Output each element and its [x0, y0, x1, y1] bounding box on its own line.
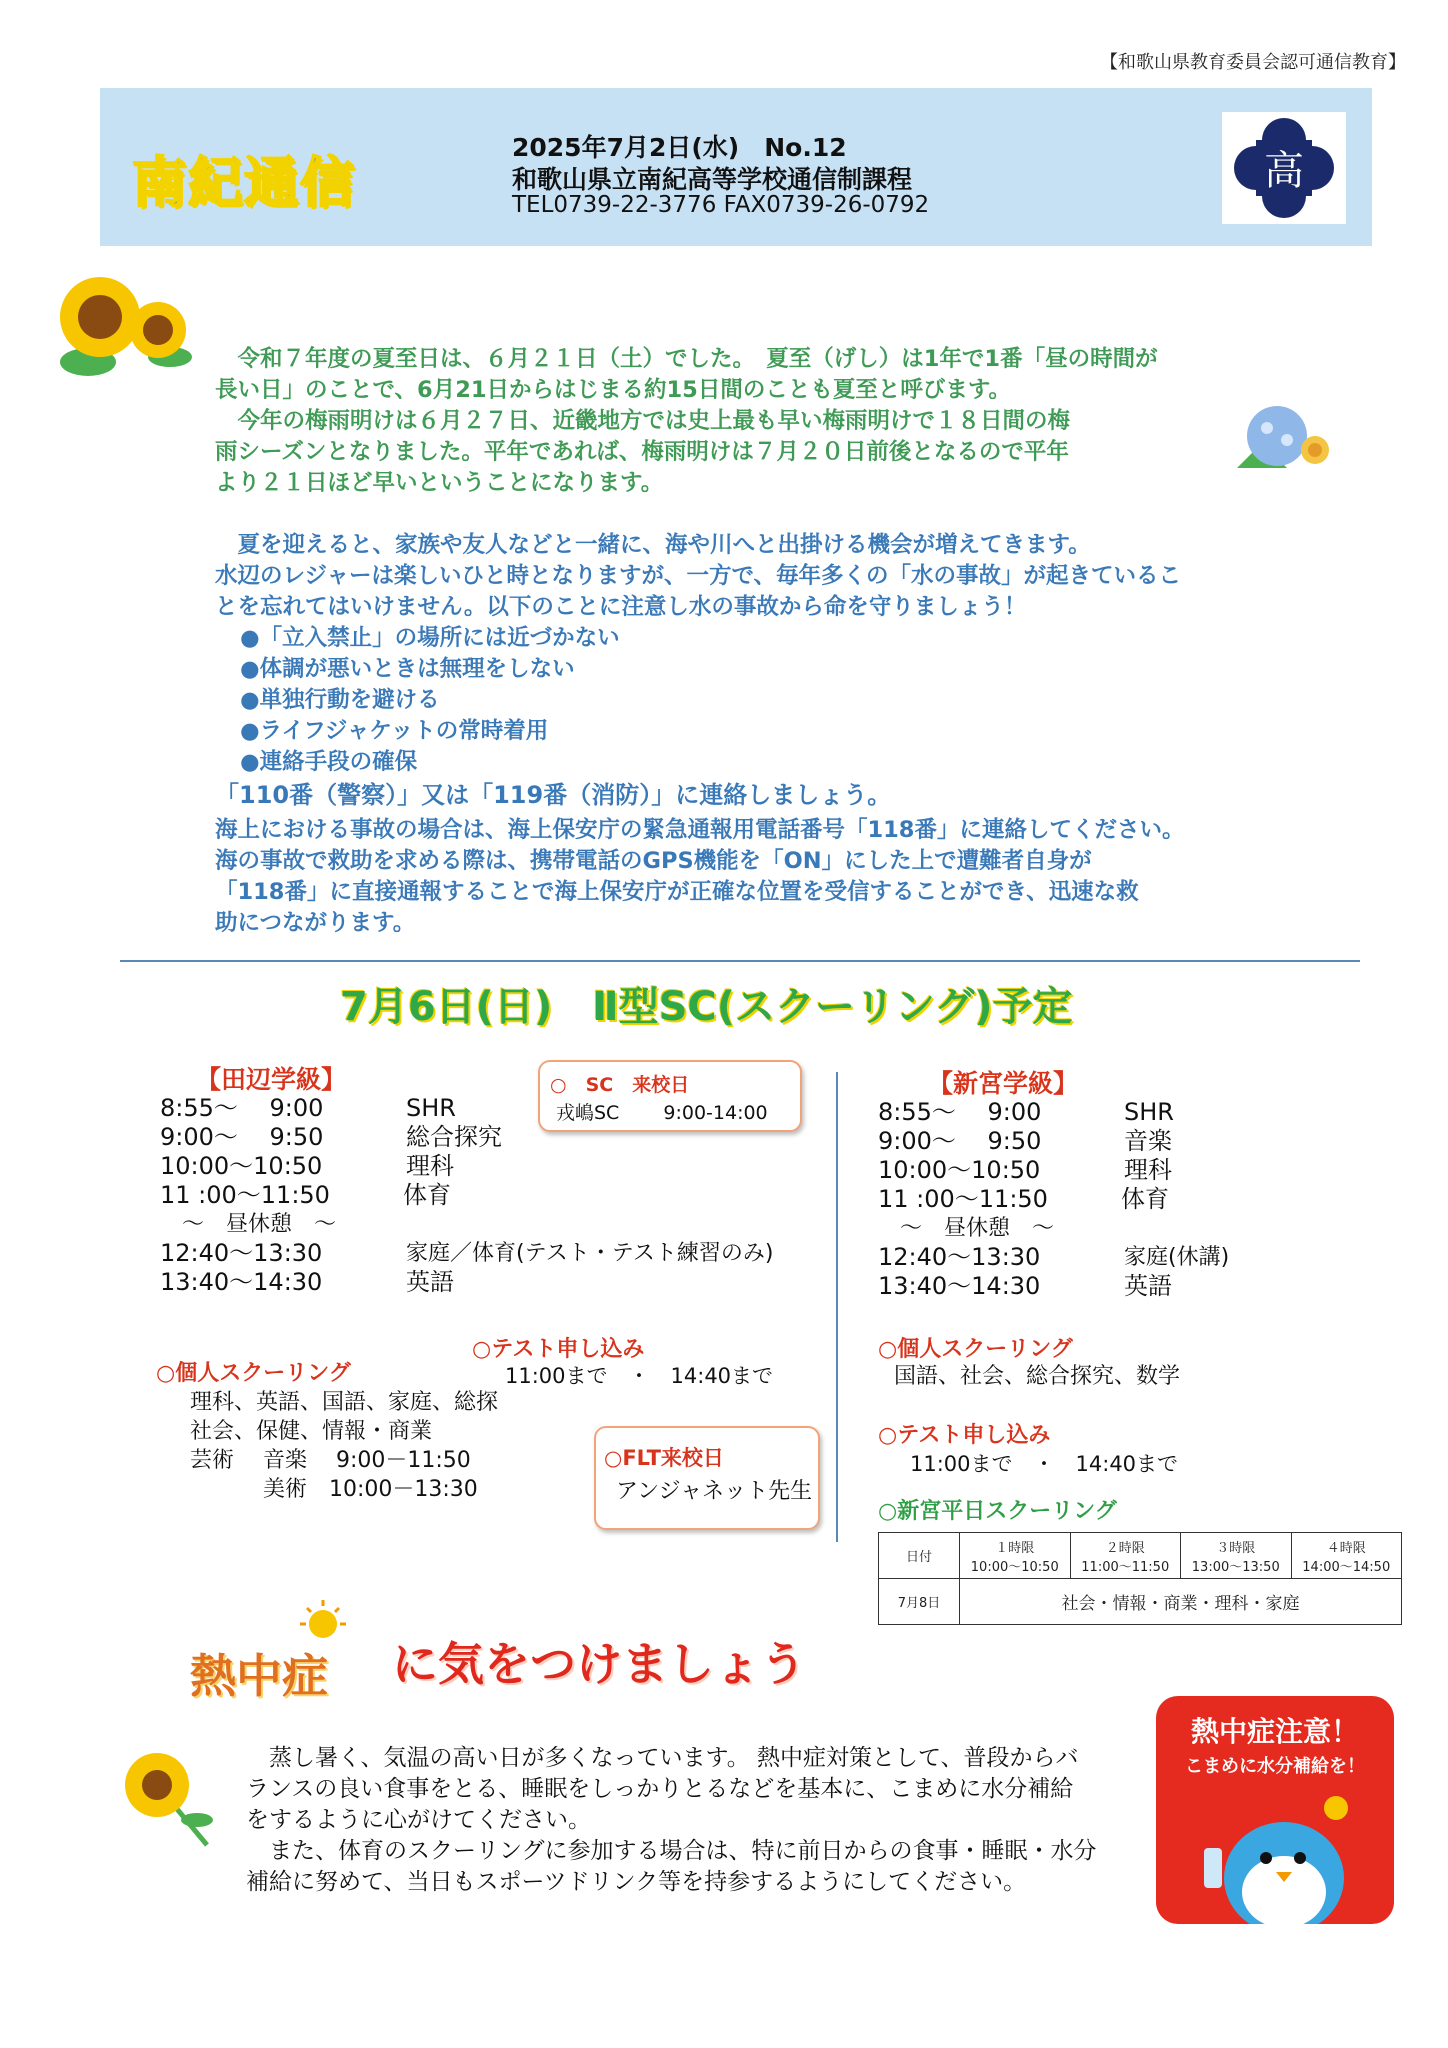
- table-date-header: 日付: [879, 1533, 960, 1579]
- safety-bullet: ●連絡手段の確保: [240, 749, 418, 775]
- shingu-subject: SHR: [1124, 1098, 1174, 1126]
- tanabe-subject: SHR: [406, 1094, 456, 1122]
- safety-bullet: ●体調が悪いときは無理をしない: [240, 656, 575, 682]
- flt-title: ○FLT来校日: [604, 1446, 724, 1470]
- tanabe-subject: 家庭／体育(テスト・テスト練習のみ): [406, 1241, 774, 1266]
- shingu-time: 13:40～14:30: [878, 1272, 1041, 1300]
- shingu-time: 12:40～13:30: [878, 1243, 1041, 1271]
- table-period-header: ４時限 14:00～14:50: [1291, 1533, 1402, 1579]
- tanabe-personal-line: 社会、保健、情報・商業: [190, 1419, 433, 1444]
- heatstroke-title-word: 熱中症: [190, 1649, 328, 1703]
- shingu-weekday-title: ○新宮平日スクーリング: [878, 1499, 1117, 1524]
- shingu-test-title: ○テスト申し込み: [878, 1423, 1051, 1448]
- column-divider: [836, 1072, 838, 1542]
- newsletter-logo: 南紀通信: [132, 151, 356, 214]
- shingu-subject: 体育: [1121, 1185, 1169, 1213]
- heatstroke-warning-badge: [1156, 1696, 1394, 1924]
- rainy-season-line-2: 雨シーズンとなりました。平年であれば、梅雨明けは７月２０日前後となるので平年: [215, 439, 1069, 465]
- accreditation-note: 【和歌山県教育委員会認可通信教育】: [1100, 52, 1406, 73]
- shingu-time: 8:55～ 9:00: [878, 1098, 1042, 1126]
- tanabe-time: 10:00～10:50: [160, 1152, 323, 1180]
- tanabe-personal-title: ○個人スクーリング: [156, 1361, 351, 1386]
- tanabe-personal-line: 理科、英語、国語、家庭、総探: [190, 1390, 499, 1415]
- emblem-icon: [1222, 112, 1346, 224]
- sea-accident-line-2: 海の事故で救助を求める際は、携帯電話のGPS機能を「ON」にした上で遭難者自身が: [215, 848, 1092, 874]
- safety-bullet: ●単独行動を避ける: [240, 687, 440, 713]
- tanabe-test-title: ○テスト申し込み: [472, 1337, 645, 1362]
- sunflower-small-icon: [112, 1740, 222, 1850]
- table-period-header: １時限 10:00～10:50: [960, 1533, 1071, 1579]
- flt-body: アンジャネット先生: [616, 1479, 813, 1504]
- shingu-time: 11 :00～11:50: [878, 1185, 1048, 1213]
- tanabe-time: 12:40～13:30: [160, 1239, 323, 1267]
- water-line-1: 夏を迎えると、家族や友人などと一緒に、海や川へと出掛ける機会が増えてきます。: [215, 532, 1091, 558]
- shingu-subject: 家庭(休講): [1124, 1245, 1230, 1270]
- heat-line: をするように心がけてください。: [246, 1807, 591, 1833]
- badge-title: 熱中症注意！: [1190, 1715, 1359, 1748]
- emergency-call-line: 「110番（警察）」又は「119番（消防）」に連絡しましょう。: [215, 781, 892, 809]
- tanabe-time: 8:55～ 9:00: [160, 1094, 324, 1122]
- school-emblem: [1222, 112, 1346, 224]
- issue-date: 2025年7月2日(水) No.12: [512, 133, 847, 162]
- svg-text:高: 高: [1264, 148, 1304, 194]
- schooling-title: 7月6日(日) Ⅱ型SC(スクーリング)予定: [340, 984, 1073, 1030]
- tanabe-subject: 理科: [406, 1152, 454, 1180]
- tanabe-time: 11 :00～11:50: [160, 1181, 330, 1209]
- rainy-season-line-3: より２１日ほど早いということになります。: [215, 470, 664, 496]
- intro-line-2: 長い日」のことで、6月21日からはじまる約15日間のことも夏至と呼びます。: [215, 377, 1012, 403]
- sc-visit-title: ○ SC 来校日: [550, 1074, 690, 1096]
- sun-icon: [288, 1598, 358, 1646]
- water-line-3: とを忘れてはいけません。以下のことに注意し水の事故から命を守りましょう！: [215, 594, 1027, 620]
- safety-bullet: ●「立入禁止」の場所には近づかない: [240, 625, 620, 651]
- shingu-class-heading: 【新宮学級】: [928, 1069, 1079, 1098]
- badge-subtitle: こまめに水分補給を！: [1185, 1756, 1365, 1777]
- hydrangea-snail-icon: [1232, 398, 1342, 473]
- sea-accident-line-3: 「118番」に直接通報することで海上保安庁が正確な位置を受信することができ、迅速な救: [215, 879, 1139, 905]
- sc-visit-body: 戎嶋SC 9:00-14:00: [556, 1102, 768, 1124]
- intro-line-1: 令和７年度の夏至日は、６月２１日（土）でした。 夏至（げし）は1年で1番「昼の時間が: [215, 346, 1158, 372]
- tanabe-class-heading: 【田辺学級】: [196, 1065, 347, 1094]
- shingu-time: 9:00～ 9:50: [878, 1127, 1042, 1155]
- weekday-schooling-table: [878, 1532, 1402, 1625]
- heat-line: また、体育のスクーリングに参加する場合は、特に前日からの食事・睡眠・水分: [246, 1838, 1097, 1864]
- sc-visit-box: [538, 1060, 802, 1132]
- penguin-icon: [1196, 1788, 1366, 1924]
- water-line-2: 水辺のレジャーは楽しいひと時となりますが、一方で、毎年多くの「水の事故」が起きているこ: [215, 563, 1182, 589]
- shingu-time: 10:00～10:50: [878, 1156, 1041, 1184]
- sea-accident-line-4: 助につながります。: [215, 910, 416, 936]
- school-name: 和歌山県立南紀高等学校通信制課程: [512, 165, 913, 194]
- tanabe-time: 13:40～14:30: [160, 1268, 323, 1296]
- contact-info: TEL0739-22-3776 FAX0739-26-0792: [512, 192, 930, 218]
- tanabe-personal-line: 美術 10:00－13:30: [190, 1477, 478, 1502]
- heat-line: ランスの良い食事をとる、睡眠をしっかりとるなどを基本に、こまめに水分補給: [246, 1776, 1074, 1802]
- tanabe-personal-line: 芸術 音楽 9:00－11:50: [190, 1448, 471, 1473]
- table-row-subjects: 社会・情報・商業・理科・家庭: [960, 1579, 1402, 1625]
- sea-accident-line-1: 海上における事故の場合は、海上保安庁の緊急通報用電話番号「118番」に連絡してください。: [215, 817, 1185, 843]
- table-period-header: ３時限 13:00～13:50: [1181, 1533, 1292, 1579]
- heat-line: 蒸し暑く、気温の高い日が多くなっています。 熱中症対策として、普段からバ: [246, 1745, 1079, 1771]
- shingu-subject: 英語: [1124, 1272, 1172, 1300]
- shingu-lunch: ～ 昼休憩 ～: [878, 1216, 1055, 1241]
- shingu-subject: 音楽: [1124, 1127, 1172, 1155]
- tanabe-lunch: ～ 昼休憩 ～: [160, 1212, 337, 1237]
- flt-visit-box: [594, 1426, 820, 1530]
- tanabe-time: 9:00～ 9:50: [160, 1123, 324, 1151]
- shingu-subject: 理科: [1124, 1156, 1172, 1184]
- tanabe-subject: 総合探究: [406, 1123, 502, 1151]
- sunflower-icon: [40, 262, 210, 392]
- shingu-test-body: 11:00まで ・ 14:40まで: [910, 1452, 1179, 1476]
- tanabe-test-body: 11:00まで ・ 14:40まで: [505, 1364, 774, 1388]
- safety-bullet: ●ライフジャケットの常時着用: [240, 718, 549, 744]
- tanabe-subject: 体育: [403, 1181, 451, 1209]
- tanabe-subject: 英語: [406, 1268, 454, 1296]
- table-row-date: 7月8日: [879, 1579, 960, 1625]
- shingu-personal-body: 国語、社会、総合探究、数学: [894, 1364, 1181, 1389]
- section-divider: [120, 960, 1360, 962]
- rainy-season-line-1: 今年の梅雨明けは６月２７日、近畿地方では史上最も早い梅雨明けで１８日間の梅: [215, 408, 1071, 434]
- shingu-personal-title: ○個人スクーリング: [878, 1337, 1073, 1362]
- heatstroke-title-rest: に気をつけましょう: [392, 1637, 806, 1691]
- table-period-header: ２時限 11:00～11:50: [1070, 1533, 1181, 1579]
- heat-line: 補給に努めて、当日もスポーツドリンク等を持参するようにしてください。: [246, 1869, 1027, 1895]
